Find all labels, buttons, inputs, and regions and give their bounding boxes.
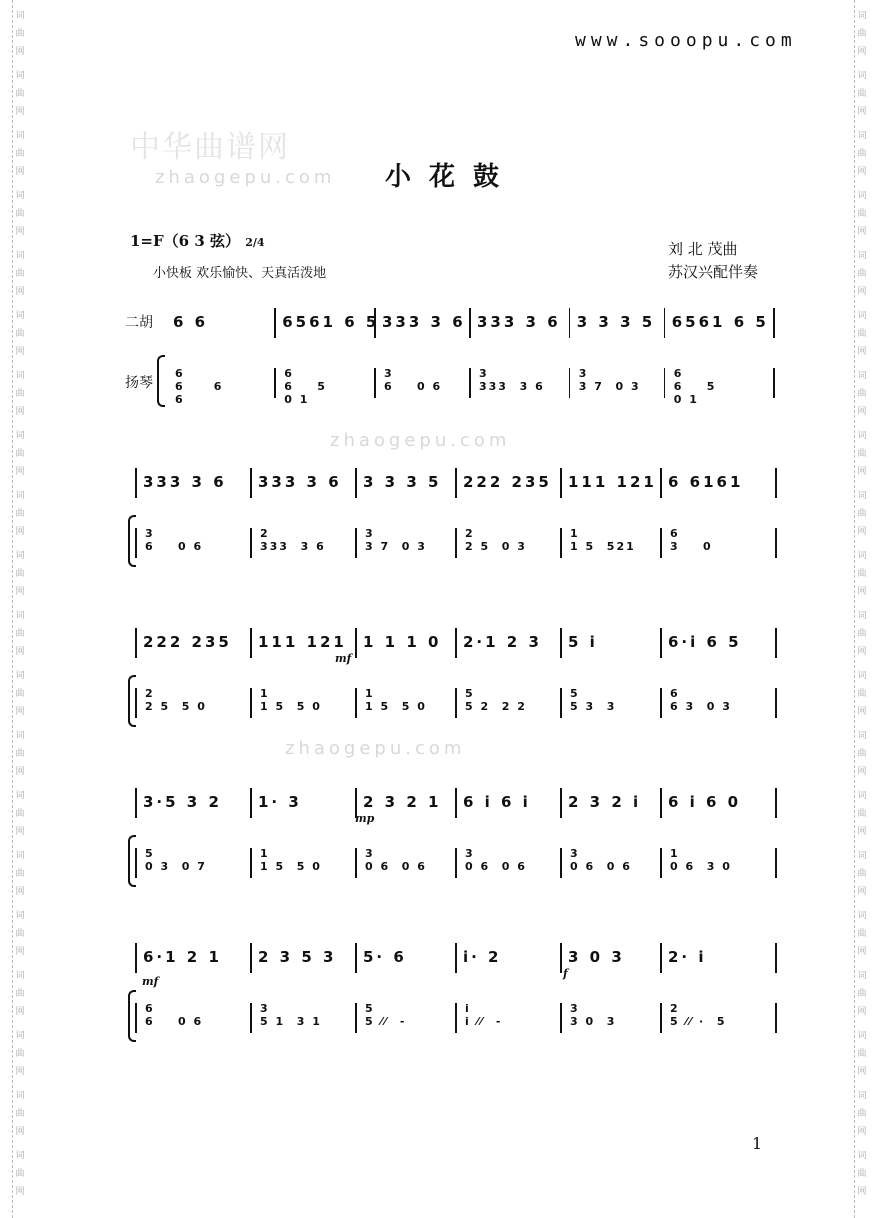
bar-line <box>455 688 457 718</box>
side-mark: 词 <box>15 371 25 381</box>
bar-line <box>455 848 457 878</box>
bar-line <box>560 688 562 718</box>
score-system <box>125 620 775 720</box>
erhu-measure: 6·i 6 5 <box>668 633 742 651</box>
bar-line <box>660 788 662 818</box>
side-mark: 曲 <box>15 569 25 579</box>
side-mark: 曲 <box>15 329 25 339</box>
bar-line <box>355 628 357 658</box>
bar-line <box>135 468 137 498</box>
watermark-url: zhaogepu.com <box>155 167 336 188</box>
side-mark: 网 <box>15 287 25 297</box>
bar-line <box>250 788 252 818</box>
watermark-url: zhaogepu.com <box>285 738 466 759</box>
side-mark: 曲 <box>15 929 25 939</box>
score-system <box>125 935 775 1035</box>
yangqin-measure: 3 333 3 6 <box>479 367 545 393</box>
side-mark: 曲 <box>857 449 867 459</box>
side-mark: 网 <box>857 527 867 537</box>
side-mark: 曲 <box>15 869 25 879</box>
side-mark: 曲 <box>857 749 867 759</box>
bar-line <box>135 628 137 658</box>
side-mark: 词 <box>15 251 25 261</box>
side-mark: 曲 <box>857 1169 867 1179</box>
erhu-measure: 3 3 3 5 <box>576 313 656 331</box>
side-mark: 网 <box>15 407 25 417</box>
bar-line <box>775 468 777 498</box>
side-mark: 词 <box>857 611 867 621</box>
bar-line <box>250 468 252 498</box>
yangqin-measure: 1 1 5 521 <box>570 527 636 553</box>
bar-line <box>455 788 457 818</box>
bar-line <box>355 688 357 718</box>
dynamic-marking: f <box>563 967 568 980</box>
side-mark: 网 <box>857 407 867 417</box>
page-number: 1 <box>752 1134 763 1153</box>
side-mark: 曲 <box>15 1169 25 1179</box>
side-mark: 网 <box>857 107 867 117</box>
side-mark: 曲 <box>857 329 867 339</box>
side-mark: 网 <box>857 587 867 597</box>
bar-line <box>374 368 376 398</box>
side-mark: 网 <box>15 1007 25 1017</box>
bar-line <box>775 1003 777 1033</box>
yangqin-measure: 3 3 7 0 3 <box>578 367 641 393</box>
side-mark: 词 <box>857 251 867 261</box>
side-mark: 网 <box>15 1187 25 1197</box>
yangqin-measure: 3 3 0 3 <box>570 1002 617 1028</box>
side-mark: 曲 <box>857 869 867 879</box>
bar-line <box>469 368 471 398</box>
side-mark: 词 <box>15 71 25 81</box>
bar-line <box>455 468 457 498</box>
yangqin-measure: 2 5 ⁄⁄ · 5 <box>670 1002 727 1028</box>
erhu-measure: 5· 6 <box>363 948 407 966</box>
bar-line <box>250 688 252 718</box>
score-system <box>125 300 775 406</box>
bar-line <box>569 368 571 398</box>
bar-line <box>664 308 666 338</box>
side-mark: 词 <box>857 671 867 681</box>
side-mark: 词 <box>857 11 867 21</box>
side-mark: 网 <box>857 1187 867 1197</box>
side-mark: 词 <box>857 551 867 561</box>
side-mark: 网 <box>857 287 867 297</box>
composer-credit: 刘 北 茂曲 <box>668 240 738 258</box>
side-mark: 网 <box>15 47 25 57</box>
side-mark: 曲 <box>857 149 867 159</box>
side-mark: 曲 <box>15 509 25 519</box>
side-mark: 网 <box>15 587 25 597</box>
bar-line <box>560 848 562 878</box>
bar-line <box>560 1003 562 1033</box>
side-mark: 词 <box>15 731 25 741</box>
erhu-measure: 1· 3 <box>258 793 302 811</box>
bar-line <box>135 788 137 818</box>
yangqin-measure: 1 1 5 5 0 <box>260 687 322 713</box>
side-mark: 曲 <box>15 449 25 459</box>
yangqin-measure: 3 0 6 0 6 <box>365 847 427 873</box>
yangqin-measure: 5 0 3 0 7 <box>145 847 207 873</box>
side-mark: 网 <box>857 47 867 57</box>
yangqin-measure: 5 5 3 3 <box>570 687 617 713</box>
bar-line <box>250 528 252 558</box>
side-mark: 网 <box>857 167 867 177</box>
erhu-measure: 6·1 2 1 <box>143 948 222 966</box>
side-mark: 词 <box>857 131 867 141</box>
side-mark: 词 <box>857 371 867 381</box>
side-mark: 词 <box>857 851 867 861</box>
tempo-marking: 小快板 欢乐愉快、天真活泼地 <box>153 266 327 281</box>
bar-line <box>660 688 662 718</box>
bar-line <box>355 528 357 558</box>
side-mark: 曲 <box>857 269 867 279</box>
bar-line <box>660 528 662 558</box>
bar-line <box>660 628 662 658</box>
bar-line <box>355 468 357 498</box>
erhu-measure: 333 3 6 <box>382 313 466 331</box>
side-mark: 词 <box>857 791 867 801</box>
dynamic-marking: mf <box>335 652 352 665</box>
side-mark: 网 <box>857 227 867 237</box>
erhu-label: 二胡 <box>125 315 153 331</box>
side-mark: 词 <box>857 731 867 741</box>
erhu-measure: 5 i <box>568 633 598 651</box>
erhu-measure: 333 3 6 <box>143 473 227 491</box>
side-mark: 曲 <box>857 29 867 39</box>
side-mark: 词 <box>15 791 25 801</box>
side-mark: 词 <box>15 131 25 141</box>
bar-line <box>560 528 562 558</box>
erhu-measure: 2 3 5 3 <box>258 948 337 966</box>
side-mark: 网 <box>15 707 25 717</box>
side-mark: 网 <box>15 347 25 357</box>
side-mark: 网 <box>15 107 25 117</box>
yangqin-measure: 2 2 5 5 0 <box>145 687 207 713</box>
side-mark: 曲 <box>15 149 25 159</box>
yangqin-measure: 1 1 5 5 0 <box>365 687 427 713</box>
bar-line <box>135 943 137 973</box>
yangqin-measure: 6 6 0 6 <box>145 1002 204 1028</box>
bar-line <box>135 1003 137 1033</box>
bar-line <box>469 308 471 338</box>
bar-line <box>660 1003 662 1033</box>
side-mark: 词 <box>15 1151 25 1161</box>
watermark-cn: 中华曲谱网 <box>130 130 290 165</box>
side-mark: 词 <box>857 1091 867 1101</box>
erhu-measure: 222 235 <box>463 473 552 491</box>
side-mark: 曲 <box>15 389 25 399</box>
side-mark: 词 <box>15 611 25 621</box>
erhu-measure: 333 3 6 <box>477 313 561 331</box>
bar-line <box>135 688 137 718</box>
erhu-measure: 333 3 6 <box>258 473 342 491</box>
yangqin-measure: 6 6 3 0 3 <box>670 687 732 713</box>
side-mark: 网 <box>15 947 25 957</box>
side-mark: 网 <box>857 1067 867 1077</box>
bar-line <box>664 368 666 398</box>
bar-line <box>775 628 777 658</box>
side-mark: 曲 <box>15 29 25 39</box>
side-mark: 曲 <box>857 809 867 819</box>
dynamic-marking: mp <box>355 812 375 825</box>
side-mark: 词 <box>15 1031 25 1041</box>
yangqin-measure: 3 3 7 0 3 <box>365 527 427 553</box>
side-mark: 词 <box>15 551 25 561</box>
watermark-url: zhaogepu.com <box>330 430 511 451</box>
side-mark: 曲 <box>857 629 867 639</box>
yangqin-measure: i i ⁄⁄ - <box>465 1002 503 1028</box>
side-mark: 网 <box>857 767 867 777</box>
bar-line <box>775 943 777 973</box>
yangqin-measure: 2 2 5 0 3 <box>465 527 527 553</box>
dynamic-marking: mf <box>142 975 159 988</box>
yangqin-measure: 6 6 5 0 1 <box>673 367 717 406</box>
side-mark: 网 <box>15 227 25 237</box>
yangqin-measure: 6 6 6 6 <box>175 367 224 406</box>
side-mark: 词 <box>15 851 25 861</box>
side-mark: 曲 <box>857 569 867 579</box>
key-signature: 1=F（6 3 弦） 2/4 <box>130 232 265 250</box>
erhu-measure: 2· i <box>668 948 707 966</box>
side-mark: 曲 <box>15 689 25 699</box>
bar-line <box>773 368 775 398</box>
side-mark: 曲 <box>15 749 25 759</box>
side-mark: 曲 <box>857 509 867 519</box>
side-mark: 网 <box>15 467 25 477</box>
staff-brace <box>157 355 165 407</box>
erhu-measure: 3 0 3 <box>568 948 625 966</box>
erhu-measure: 6561 6 5 <box>282 313 380 331</box>
bar-line <box>660 943 662 973</box>
erhu-measure: 2·1 2 3 <box>463 633 542 651</box>
bar-line <box>135 848 137 878</box>
side-mark: 词 <box>857 191 867 201</box>
side-mark: 网 <box>15 1127 25 1137</box>
side-mark: 曲 <box>15 209 25 219</box>
website-url: www.sooopu.com <box>575 30 797 51</box>
erhu-measure: 3 3 3 5 <box>363 473 442 491</box>
side-mark: 网 <box>857 347 867 357</box>
yangqin-measure: 3 5 1 3 1 <box>260 1002 322 1028</box>
side-mark: 网 <box>857 827 867 837</box>
bar-line <box>355 848 357 878</box>
side-mark: 词 <box>857 911 867 921</box>
erhu-measure: 6561 6 5 <box>671 313 769 331</box>
side-mark: 词 <box>15 1091 25 1101</box>
side-mark: 词 <box>15 911 25 921</box>
side-mark: 网 <box>15 887 25 897</box>
bar-line <box>569 308 571 338</box>
bar-line <box>775 688 777 718</box>
side-mark: 网 <box>15 527 25 537</box>
side-mark: 网 <box>857 1127 867 1137</box>
bar-line <box>560 943 562 973</box>
side-mark: 词 <box>857 971 867 981</box>
side-mark: 网 <box>857 467 867 477</box>
bar-line <box>355 943 357 973</box>
erhu-measure: i· 2 <box>463 948 502 966</box>
yangqin-measure: 3 0 6 0 6 <box>465 847 527 873</box>
bar-line <box>660 848 662 878</box>
side-mark: 曲 <box>857 1109 867 1119</box>
bar-line <box>135 528 137 558</box>
side-mark: 曲 <box>15 629 25 639</box>
side-mark: 网 <box>15 827 25 837</box>
bar-line <box>355 1003 357 1033</box>
side-mark: 词 <box>857 491 867 501</box>
bar-line <box>455 943 457 973</box>
yangqin-measure: 3 0 6 0 6 <box>570 847 632 873</box>
side-mark: 曲 <box>15 1049 25 1059</box>
side-mark: 词 <box>857 1031 867 1041</box>
erhu-measure: 1 1 1 0 <box>363 633 442 651</box>
side-mark: 词 <box>15 431 25 441</box>
side-mark: 词 <box>857 431 867 441</box>
bar-line <box>455 528 457 558</box>
bar-line <box>250 943 252 973</box>
erhu-measure: 6 6 <box>173 313 209 331</box>
side-mark: 词 <box>15 671 25 681</box>
bar-line <box>250 628 252 658</box>
bar-line <box>455 1003 457 1033</box>
side-mark: 曲 <box>15 89 25 99</box>
arranger-credit: 苏汉兴配伴奏 <box>668 263 759 281</box>
side-mark: 网 <box>857 647 867 657</box>
side-mark: 网 <box>15 647 25 657</box>
erhu-measure: 111 121 <box>568 473 657 491</box>
side-mark: 网 <box>857 887 867 897</box>
side-mark: 词 <box>15 971 25 981</box>
yangqin-measure: 6 3 0 <box>670 527 713 553</box>
bar-line <box>775 848 777 878</box>
side-mark: 网 <box>857 947 867 957</box>
bar-line <box>775 788 777 818</box>
side-mark: 曲 <box>15 809 25 819</box>
bar-line <box>560 788 562 818</box>
side-mark: 词 <box>857 71 867 81</box>
side-mark: 网 <box>15 1067 25 1077</box>
bar-line <box>250 1003 252 1033</box>
side-mark: 曲 <box>15 989 25 999</box>
page-title: 小花鼓 <box>385 162 518 192</box>
side-mark: 曲 <box>15 269 25 279</box>
erhu-measure: 6 i 6 i <box>463 793 531 811</box>
side-mark: 词 <box>15 311 25 321</box>
side-mark: 网 <box>857 707 867 717</box>
erhu-measure: 222 235 <box>143 633 232 651</box>
side-mark: 曲 <box>857 929 867 939</box>
yangqin-measure: 6 6 5 0 1 <box>284 367 327 406</box>
score-system <box>125 780 775 880</box>
yangqin-measure: 1 0 6 3 0 <box>670 847 732 873</box>
erhu-measure: 6 i 6 0 <box>668 793 742 811</box>
yangqin-label: 扬琴 <box>125 375 153 391</box>
erhu-measure: 111 121 <box>258 633 347 651</box>
side-mark: 网 <box>15 167 25 177</box>
side-mark: 曲 <box>857 1049 867 1059</box>
side-mark: 曲 <box>857 209 867 219</box>
yangqin-measure: 5 5 2 2 2 <box>465 687 527 713</box>
erhu-measure: 3·5 3 2 <box>143 793 222 811</box>
side-mark: 曲 <box>857 989 867 999</box>
bar-line <box>274 308 276 338</box>
side-mark: 词 <box>857 1151 867 1161</box>
bar-line <box>455 628 457 658</box>
bar-line <box>274 368 276 398</box>
yangqin-measure: 1 1 5 5 0 <box>260 847 322 873</box>
erhu-measure: 2 3 2 1 <box>363 793 442 811</box>
bar-line <box>773 308 775 338</box>
yangqin-measure: 3 6 0 6 <box>384 367 443 393</box>
erhu-measure: 2 3 2 i <box>568 793 642 811</box>
side-mark: 网 <box>15 767 25 777</box>
yangqin-measure: 3 6 0 6 <box>145 527 204 553</box>
side-mark: 词 <box>857 311 867 321</box>
score-system <box>125 460 775 560</box>
side-mark: 词 <box>15 191 25 201</box>
erhu-measure: 6 6161 <box>668 473 744 491</box>
yangqin-measure: 2 333 3 6 <box>260 527 326 553</box>
time-signature: 2/4 <box>245 235 265 249</box>
side-mark: 词 <box>15 11 25 21</box>
bar-line <box>560 468 562 498</box>
bar-line <box>660 468 662 498</box>
side-mark: 曲 <box>857 389 867 399</box>
side-mark: 曲 <box>857 689 867 699</box>
side-mark: 曲 <box>15 1109 25 1119</box>
bar-line <box>775 528 777 558</box>
yangqin-measure: 5 5 ⁄⁄ - <box>365 1002 407 1028</box>
bar-line <box>560 628 562 658</box>
side-mark: 曲 <box>857 89 867 99</box>
side-mark: 词 <box>15 491 25 501</box>
side-mark: 网 <box>857 1007 867 1017</box>
bar-line <box>250 848 252 878</box>
